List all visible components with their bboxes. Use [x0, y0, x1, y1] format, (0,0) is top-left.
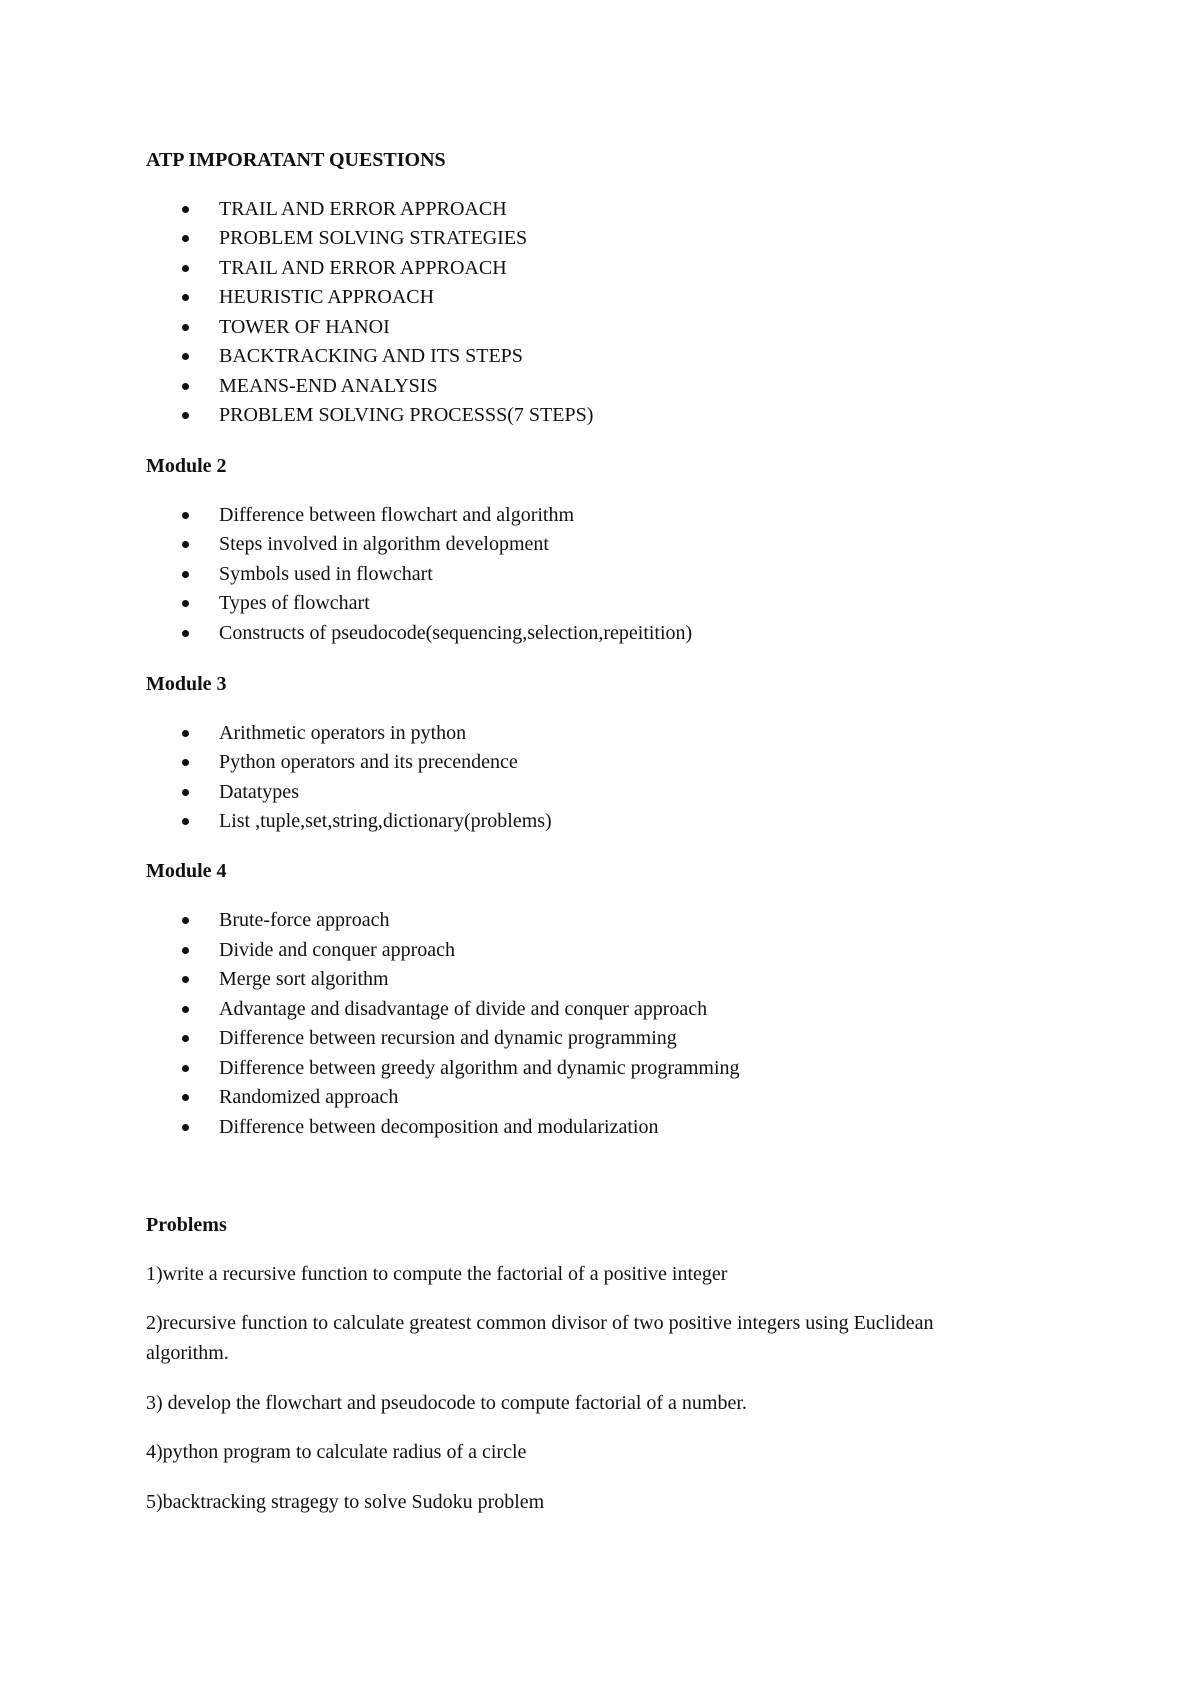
- bullet-icon: [182, 353, 189, 360]
- bullet-icon: [182, 1006, 189, 1013]
- problem-5: 5)backtracking stragegy to solve Sudoku problem: [146, 1491, 545, 1513]
- bullet-icon: [182, 512, 189, 519]
- bullet-icon: [182, 730, 189, 737]
- bullet-icon: [182, 383, 189, 390]
- module-4-heading: Module 4: [146, 860, 227, 882]
- bullet-icon: [182, 976, 189, 983]
- problems-heading: Problems: [146, 1214, 227, 1236]
- bullet-icon: [182, 206, 189, 213]
- bullet-icon: [182, 1035, 189, 1042]
- module-2-heading: Module 2: [146, 455, 227, 477]
- bullet-icon: [182, 265, 189, 272]
- bullet-icon: [182, 818, 189, 825]
- bullet-icon: [182, 1065, 189, 1072]
- bullet-icon: [182, 571, 189, 578]
- bullet-icon: [182, 294, 189, 301]
- bullet-icon: [182, 324, 189, 331]
- document-page: ATP IMPORATANT QUESTIONS TRAIL AND ERROR APPROACH PROBLEM SOLVING STRATEGIES TRAIL AND ERROR APPROACH HEURISTIC APPROACH TOWER OF HANOI BACKTRACKING AND ITS STEPS MEANS-END ANALYSIS PROBLEM SOLVING PROCESSS(7 STEPS) Module 2 Difference between flowchart and algorithm Steps involved in algorithm development Symbols used in flowchart Types of flowchart Constructs of pseudocode(sequencing,selection,repeitition) Module 3 Arithmetic operators in python Python operators and its precendence Datatypes List ,tuple,set,string,dictionary(problems) Module 4 Brute-force approach Divide and conquer approach Merge sort algorithm Advantage and disadvantage of divide and conquer approach Difference between recursion and dynamic programming Difference between greedy algorithm and dynamic programming Randomized approach Difference between decomposition and modularization Problems 1)write a recursive function to compute the factorial of a positive integer 2)recursive function to calculate greatest common divisor of two positive integers using Euclidean algorithm. 3) develop the flowchart and pseudocode to compute factorial of a number. 4)python program to calculate radius of a circle 5)backtracking stragegy to solve Sudoku problem: [146, 149, 934, 1513]
- module-3-heading: Module 3: [146, 673, 227, 695]
- bullet-icon: [182, 759, 189, 766]
- problem-2-line-2: algorithm.: [146, 1342, 229, 1364]
- bullet-icon: [182, 412, 189, 419]
- problem-4: 4)python program to calculate radius of a circle: [146, 1441, 527, 1463]
- bullet-icon: [182, 630, 189, 637]
- bullet-icon: [182, 541, 189, 548]
- bullet-icon: [182, 1124, 189, 1131]
- bullet-icon: [182, 917, 189, 924]
- bullet-icon: [182, 1094, 189, 1101]
- bullet-icon: [182, 947, 189, 954]
- problem-2-line-1: 2)recursive function to calculate greatest common divisor of two positive integers using Euclidean: [146, 1312, 934, 1334]
- bullet-icon: [182, 789, 189, 796]
- problem-1: 1)write a recursive function to compute the factorial of a positive integer: [146, 1263, 728, 1285]
- bullet-icon: [182, 600, 189, 607]
- document-title: ATP IMPORATANT QUESTIONS: [146, 149, 446, 171]
- bullet-icon: [182, 235, 189, 242]
- problem-3: 3) develop the flowchart and pseudocode to compute factorial of a number.: [146, 1392, 747, 1414]
